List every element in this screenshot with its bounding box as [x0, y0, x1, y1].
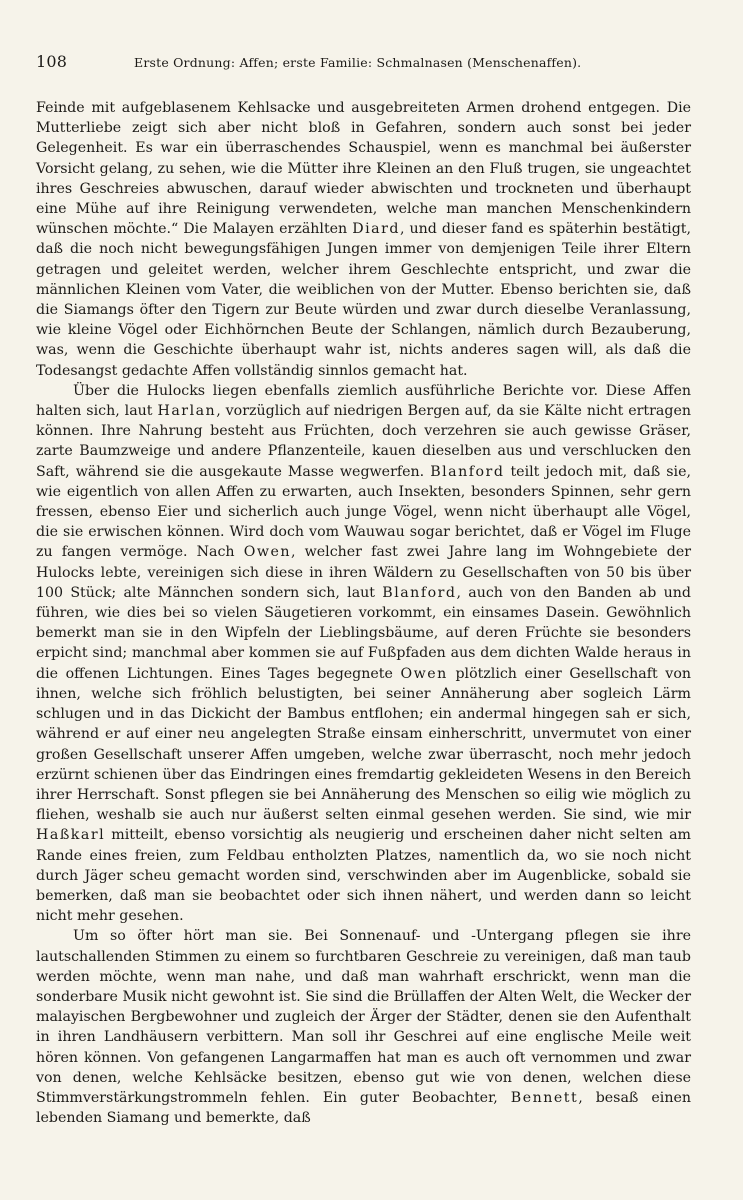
person-name: Haßkarl [36, 827, 106, 844]
paragraph [36, 381, 691, 926]
text-run: Um so öfter hört man sie. Bei Sonnenauf- und -Untergang pflegen sie ihre lautschallenden Stimmen zu einem so furchtbaren Geschreie zu vereinigen, daß man taub werden möchte, wenn man nahe, und daß man wahrhaft erschrickt, wenn man die sonderbare Musik nicht gewohnt ist. Sie sind die Brüllaffen der Alten Welt, die Wecker der malayischen Bergbewohner und zugleich der Ärger der Städter, denen sie den Aufenthalt in ihren Landhäusern verbittern. Man soll ihr Geschrei auf eine englische Meile weit hören können. Von gefangenen Langarmaffen hat man es auch oft vernommen und zwar von denen, welche Kehlsäcke besitzen, ebenso gut wie von denen, welchen diese Stimmverstärkungstrommeln fehlen. Ein guter Beobachter, [36, 928, 691, 1106]
person-name: Diard [352, 221, 400, 238]
page-number: 108 [36, 52, 68, 71]
person-name: Blanford [382, 584, 457, 601]
paragraph [36, 926, 691, 1128]
text-run: , auch von den Banden ab und führen, wie dies bei so vielen Säugetieren vorkommt, ein einsames Dasein. Gewöhnlich bemerkt man sie in den Wipfeln der Lieblingsbäume, auf deren Früchte sie besonders erpicht sind; manchmal aber kommen sie auf Fußpfaden aus dem dichten Walde heraus in die offenen Lichtungen. Eines Tages begegnete [36, 584, 691, 682]
person-name: Owen [243, 544, 291, 561]
text-run: Feinde mit aufgeblasenem Kehlsacke und ausgebreiteten Armen drohend entgegen. Die Mutterliebe zeigt sich aber nicht bloß in Gefahren, sondern auch sonst bei jeder Gelegenheit. Es war ein überraschendes Schauspiel, wenn es manchmal bei äußerster Vorsicht gelang, zu sehen, wie die Mütter ihre Kleinen an den Fluß trugen, sie ungeachtet ihres Geschreies abwuschen, darauf wieder abwischten und trockneten und überhaupt eine Mühe auf ihre Reinigung verwendeten, welche man manchen Menschenkindern wünschen möchte.“ Die Malayen erzählten [36, 100, 691, 238]
person-name: Bennett [510, 1089, 579, 1106]
text-run: mitteilt, ebenso vorsichtig als neugierig und erscheinen daher nicht selten am Rande eines freien, zum Feldbau entholzten Platzes, namentlich da, wo sie noch nicht durch Jäger scheu gemacht worden sind, verschwinden aber im Augenblicke, sobald sie bemerken, daß man sie beobachtet oder sich ihnen nähert, und werden dann so leicht nicht mehr gesehen. [36, 827, 691, 925]
text-run: Über die Hulocks liegen ebenfalls ziemlich ausführliche Berichte vor. Diese Affen halten sich, laut [36, 382, 691, 420]
text-run: plötzlich einer Gesellschaft von ihnen, welche sich fröhlich belustigten, bei seiner Annäherung aber sogleich Lärm schlugen und in das Dickicht der Bambus entflohen; ein andermal hingegen sah er sich, während er auf einer neu angelegten Straße einsam einherschritt, unvermutet von einer großen Gesellschaft unserer Affen umgeben, welche zwar überrascht, noch mehr jedoch erzürnt schienen über das Eindringen eines fremdartig gekleideten Wesens in den Bereich ihrer Herrschaft. Sonst pflegen sie bei Annäherung des Menschen so eilig wie möglich zu fliehen, weshalb sie auch nur äußerst selten einmal gesehen werden. Sie sind, wie mir [36, 665, 691, 824]
text-run: teilt jedoch mit, daß sie, wie eigentlich von allen Affen zu erwarten, auch Insekten, besonders Spinnen, sehr gern fressen, ebenso Eier und sicherlich auch junge Vögel, wenn nicht überhaupt alle Vögel, die sie erwischen können. Wird doch vom Wauwau sogar berichtet, daß er Vögel im Fluge zu fangen vermöge. Nach [36, 463, 691, 561]
text-run: , vorzüglich auf niedrigen Bergen auf, da sie Kälte nicht ertragen können. Ihre Nahrung besteht aus Früchten, doch verzehren sie auch gewisse Gräser, zarte Baumzweige und andere Pflanzenteile, kauen dieselben aus und verschlucken den Saft, während sie die ausgekaute Masse wegwerfen. [36, 403, 691, 480]
running-head [36, 52, 691, 82]
paragraph [36, 98, 691, 381]
person-name: Blanford [430, 463, 505, 480]
body-text [36, 98, 691, 1128]
running-title: Erste Ordnung: Affen; erste Familie: Schmalnasen (Menschenaffen). [134, 55, 582, 70]
text-run: , welcher fast zwei Jahre lang im Wohngebiete der Hulocks lebte, vereinigen sich diese in ihren Wäldern zu Gesellschaften von 50 bis über 100 Stück; alte Männchen sondern sich, laut [36, 544, 691, 601]
person-name: Harlan [157, 403, 217, 420]
text-run: , und dieser fand es späterhin bestätigt, daß die noch nicht bewegungsfähigen Jungen immer von demjenigen Teile ihrer Eltern getragen und geleitet werden, welcher ihrem Geschlechte entspricht, und zwar die männlichen Kleinen vom Vater, die weiblichen von der Mutter. Ebenso berichten sie, daß die Siamangs öfter den Tigern zur Beute würden und zwar durch dieselbe Veranlassung, wie kleine Vögel oder Eichhörnchen Beute der Schlangen, nämlich durch Bezauberung, was, wenn die Geschichte überhaupt wahr ist, nichts anderes sagen will, als daß die Todesangst gedachte Affen vollständig sinnlos gemacht hat. [36, 221, 691, 379]
text-run: , besaß einen lebenden Siamang und bemerkte, daß [36, 1089, 691, 1127]
person-name: Owen [400, 665, 448, 682]
